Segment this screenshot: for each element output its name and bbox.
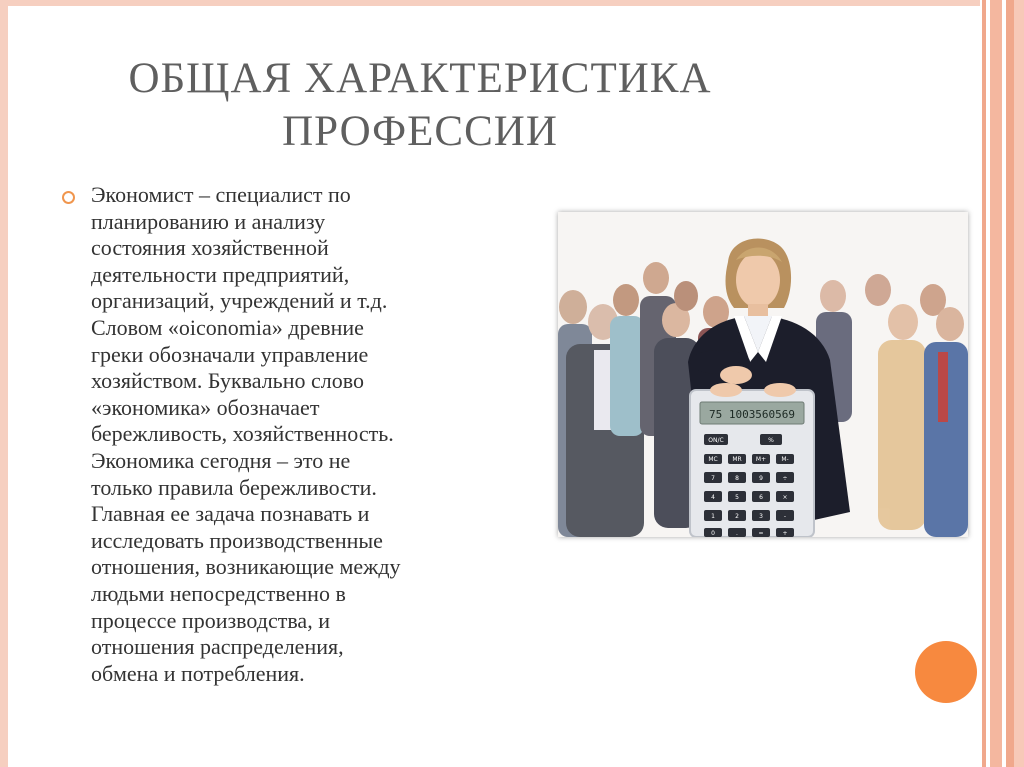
calculator-display: 75 1003560569	[708, 408, 796, 421]
body-paragraph	[91, 182, 511, 687]
term-label: Экономист	[91, 182, 194, 207]
body-line: процессе производства, и	[91, 607, 330, 633]
body-line: Словом «oiconomia» древние	[91, 314, 364, 340]
calc-key: MC	[708, 456, 718, 463]
calc-key: 8	[735, 475, 739, 482]
calc-key: 1	[711, 513, 715, 520]
body-line: отношения распределения,	[91, 634, 344, 660]
calc-key: 0	[711, 530, 715, 537]
body-line: исследовать производственные	[91, 527, 383, 553]
calc-key: 6	[759, 494, 763, 501]
body-line: людьми непосредственно в	[91, 580, 346, 606]
calc-key: ON/C	[708, 437, 724, 444]
body-line: бережливость, хозяйственность.	[91, 421, 394, 447]
title-line-1: ОБЩАЯ ХАРАКТЕРИСТИКА	[128, 55, 712, 102]
calc-key: 7	[711, 475, 715, 482]
body-line: Главная ее задача познавать и	[91, 501, 370, 527]
body-line: греки обозначали управление	[91, 341, 369, 367]
business-people-photo	[558, 212, 968, 537]
calc-key: ÷	[782, 475, 788, 482]
decorative-stripes	[980, 0, 1024, 767]
calc-key: MR	[732, 456, 742, 463]
body-line: «экономика» обозначает	[91, 394, 320, 420]
slide-title	[110, 52, 730, 158]
body-line: отношения, возникающие между	[91, 554, 401, 580]
calc-key: 4	[711, 494, 715, 501]
calc-key: M+	[755, 456, 767, 463]
body-line: организаций, учреждений и т.д.	[91, 288, 388, 314]
calc-key: 2	[735, 513, 739, 520]
body-line	[91, 182, 511, 209]
body-line: планированию и анализу	[91, 208, 326, 234]
frame-top-border	[0, 0, 1024, 6]
calc-key: M-	[781, 456, 789, 463]
frame-left-border	[0, 0, 8, 767]
term-definition: – специалист по	[193, 182, 351, 207]
calc-key: =	[758, 530, 764, 537]
body-line: только правила бережливости.	[91, 474, 377, 500]
body-line: Экономика сегодня – это не	[91, 447, 351, 473]
body-line: деятельности предприятий,	[91, 261, 350, 287]
bullet-icon	[62, 191, 75, 204]
body-line: хозяйством. Буквально слово	[91, 368, 364, 394]
calc-key: -	[783, 513, 787, 520]
decorative-orange-circle	[915, 641, 977, 703]
calc-key: 5	[735, 494, 739, 501]
calc-key: +	[782, 530, 788, 537]
photo-illustration	[558, 212, 968, 537]
calc-key: %	[768, 437, 774, 444]
body-line: состояния хозяйственной	[91, 235, 329, 261]
calc-key: .	[736, 530, 738, 537]
body-line: обмена и потребления.	[91, 660, 305, 686]
calc-key: 3	[759, 513, 763, 520]
calc-key: ×	[782, 494, 788, 501]
calc-key: 9	[759, 475, 763, 482]
title-line-2: ПРОФЕССИИ	[282, 108, 558, 155]
